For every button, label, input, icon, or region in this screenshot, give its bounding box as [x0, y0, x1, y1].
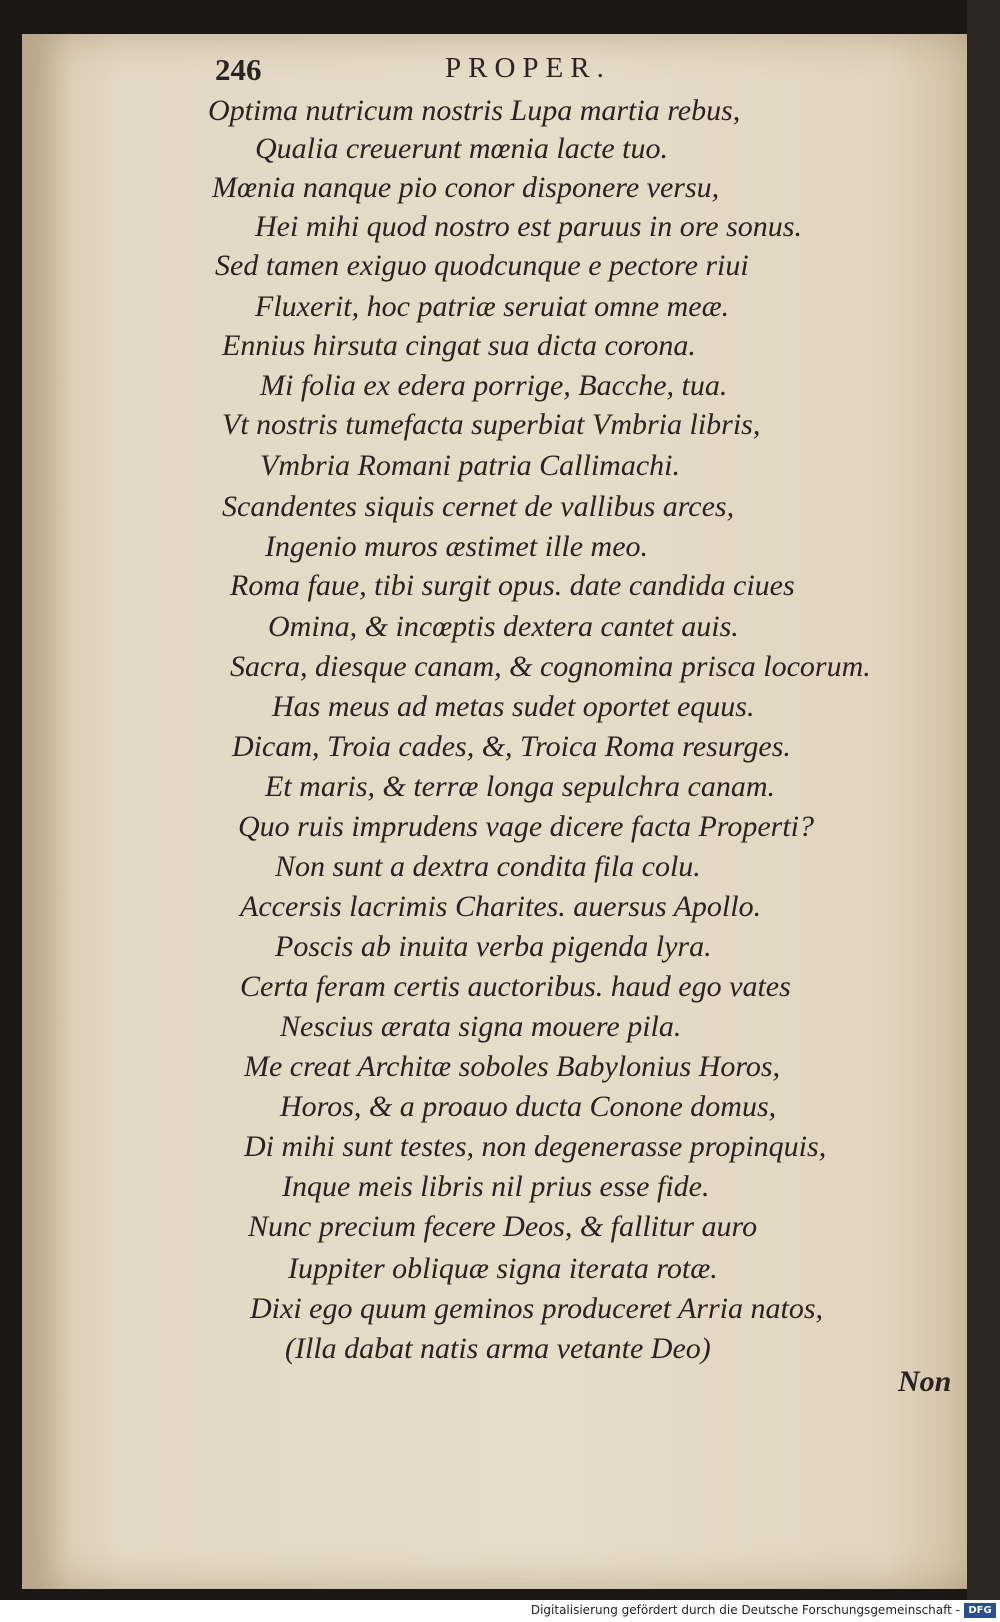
verse-line: Vmbria Romani patria Callimachi.	[260, 449, 680, 482]
verse-line: Non sunt a dextra condita fila colu.	[275, 850, 701, 883]
verse-line: Omina, & incœptis dextera cantet auis.	[268, 610, 739, 643]
verse-line: Me creat Architæ soboles Babylonius Horos,	[244, 1050, 781, 1083]
verse-line: Roma faue, tibi surgit opus. date candida ciues	[230, 569, 795, 602]
verse-line: Iuppiter obliquæ signa iterata rotæ.	[288, 1252, 718, 1285]
verse-line: Hei mihi quod nostro est paruus in ore sonus.	[255, 210, 802, 243]
verse-line: Nunc precium fecere Deos, & fallitur auro	[248, 1210, 758, 1243]
catchword: Non	[898, 1365, 952, 1398]
verse-line: Di mihi sunt testes, non degenerasse propinquis,	[244, 1130, 827, 1163]
verse-line: Sed tamen exiguo quodcunque e pectore riui	[215, 249, 749, 282]
verse-line: Qualia creuerunt mœnia lacte tuo.	[255, 132, 668, 165]
verse-line: Quo ruis imprudens vage dicere facta Properti?	[238, 810, 815, 843]
verse-line: Scandentes siquis cernet de vallibus arces,	[222, 490, 735, 523]
page-number: 246	[215, 52, 262, 87]
verse-line: Has meus ad metas sudet oportet equus.	[272, 690, 755, 723]
verse-line: (Illa dabat natis arma vetante Deo)	[285, 1332, 711, 1365]
verse-line: Dixi ego quum geminos produceret Arria natos,	[250, 1292, 824, 1325]
verse-line: Ennius hirsuta cingat sua dicta corona.	[222, 329, 696, 362]
verse-line: Nescius ærata signa mouere pila.	[280, 1010, 682, 1043]
digitization-footer	[0, 1600, 1000, 1622]
dfg-logo: DFG	[964, 1603, 996, 1618]
verse-line: Horos, & a proauo ducta Conone domus,	[280, 1090, 777, 1123]
verse-line: Inque meis libris nil prius esse fide.	[282, 1170, 710, 1203]
verse-line: Dicam, Troia cades, &, Troica Roma resurges.	[232, 730, 791, 763]
verse-line: Fluxerit, hoc patriæ seruiat omne meæ.	[255, 290, 730, 323]
verse-line: Mi folia ex edera porrige, Bacche, tua.	[260, 369, 728, 402]
verse-line: Mœnia nanque pio conor disponere versu,	[212, 171, 720, 204]
running-head: PROPER.	[445, 52, 611, 84]
verse-line: Optima nutricum nostris Lupa martia rebus,	[208, 94, 741, 127]
verse-line: Poscis ab inuita verba pigenda lyra.	[275, 930, 712, 963]
verse-line: Sacra, diesque canam, & cognomina prisca locorum.	[230, 650, 871, 683]
verse-line: Ingenio muros æstimet ille meo.	[265, 530, 649, 563]
verse-line: Accersis lacrimis Charites. auersus Apollo.	[240, 890, 762, 923]
funding-credit: Digitalisierung gefördert durch die Deutsche Forschungsgemeinschaft -	[530, 1603, 960, 1617]
verse-line: Vt nostris tumefacta superbiat Vmbria libris,	[222, 408, 761, 441]
verse-line: Et maris, & terræ longa sepulchra canam.	[265, 770, 775, 803]
verse-line: Certa feram certis auctoribus. haud ego vates	[240, 970, 791, 1003]
